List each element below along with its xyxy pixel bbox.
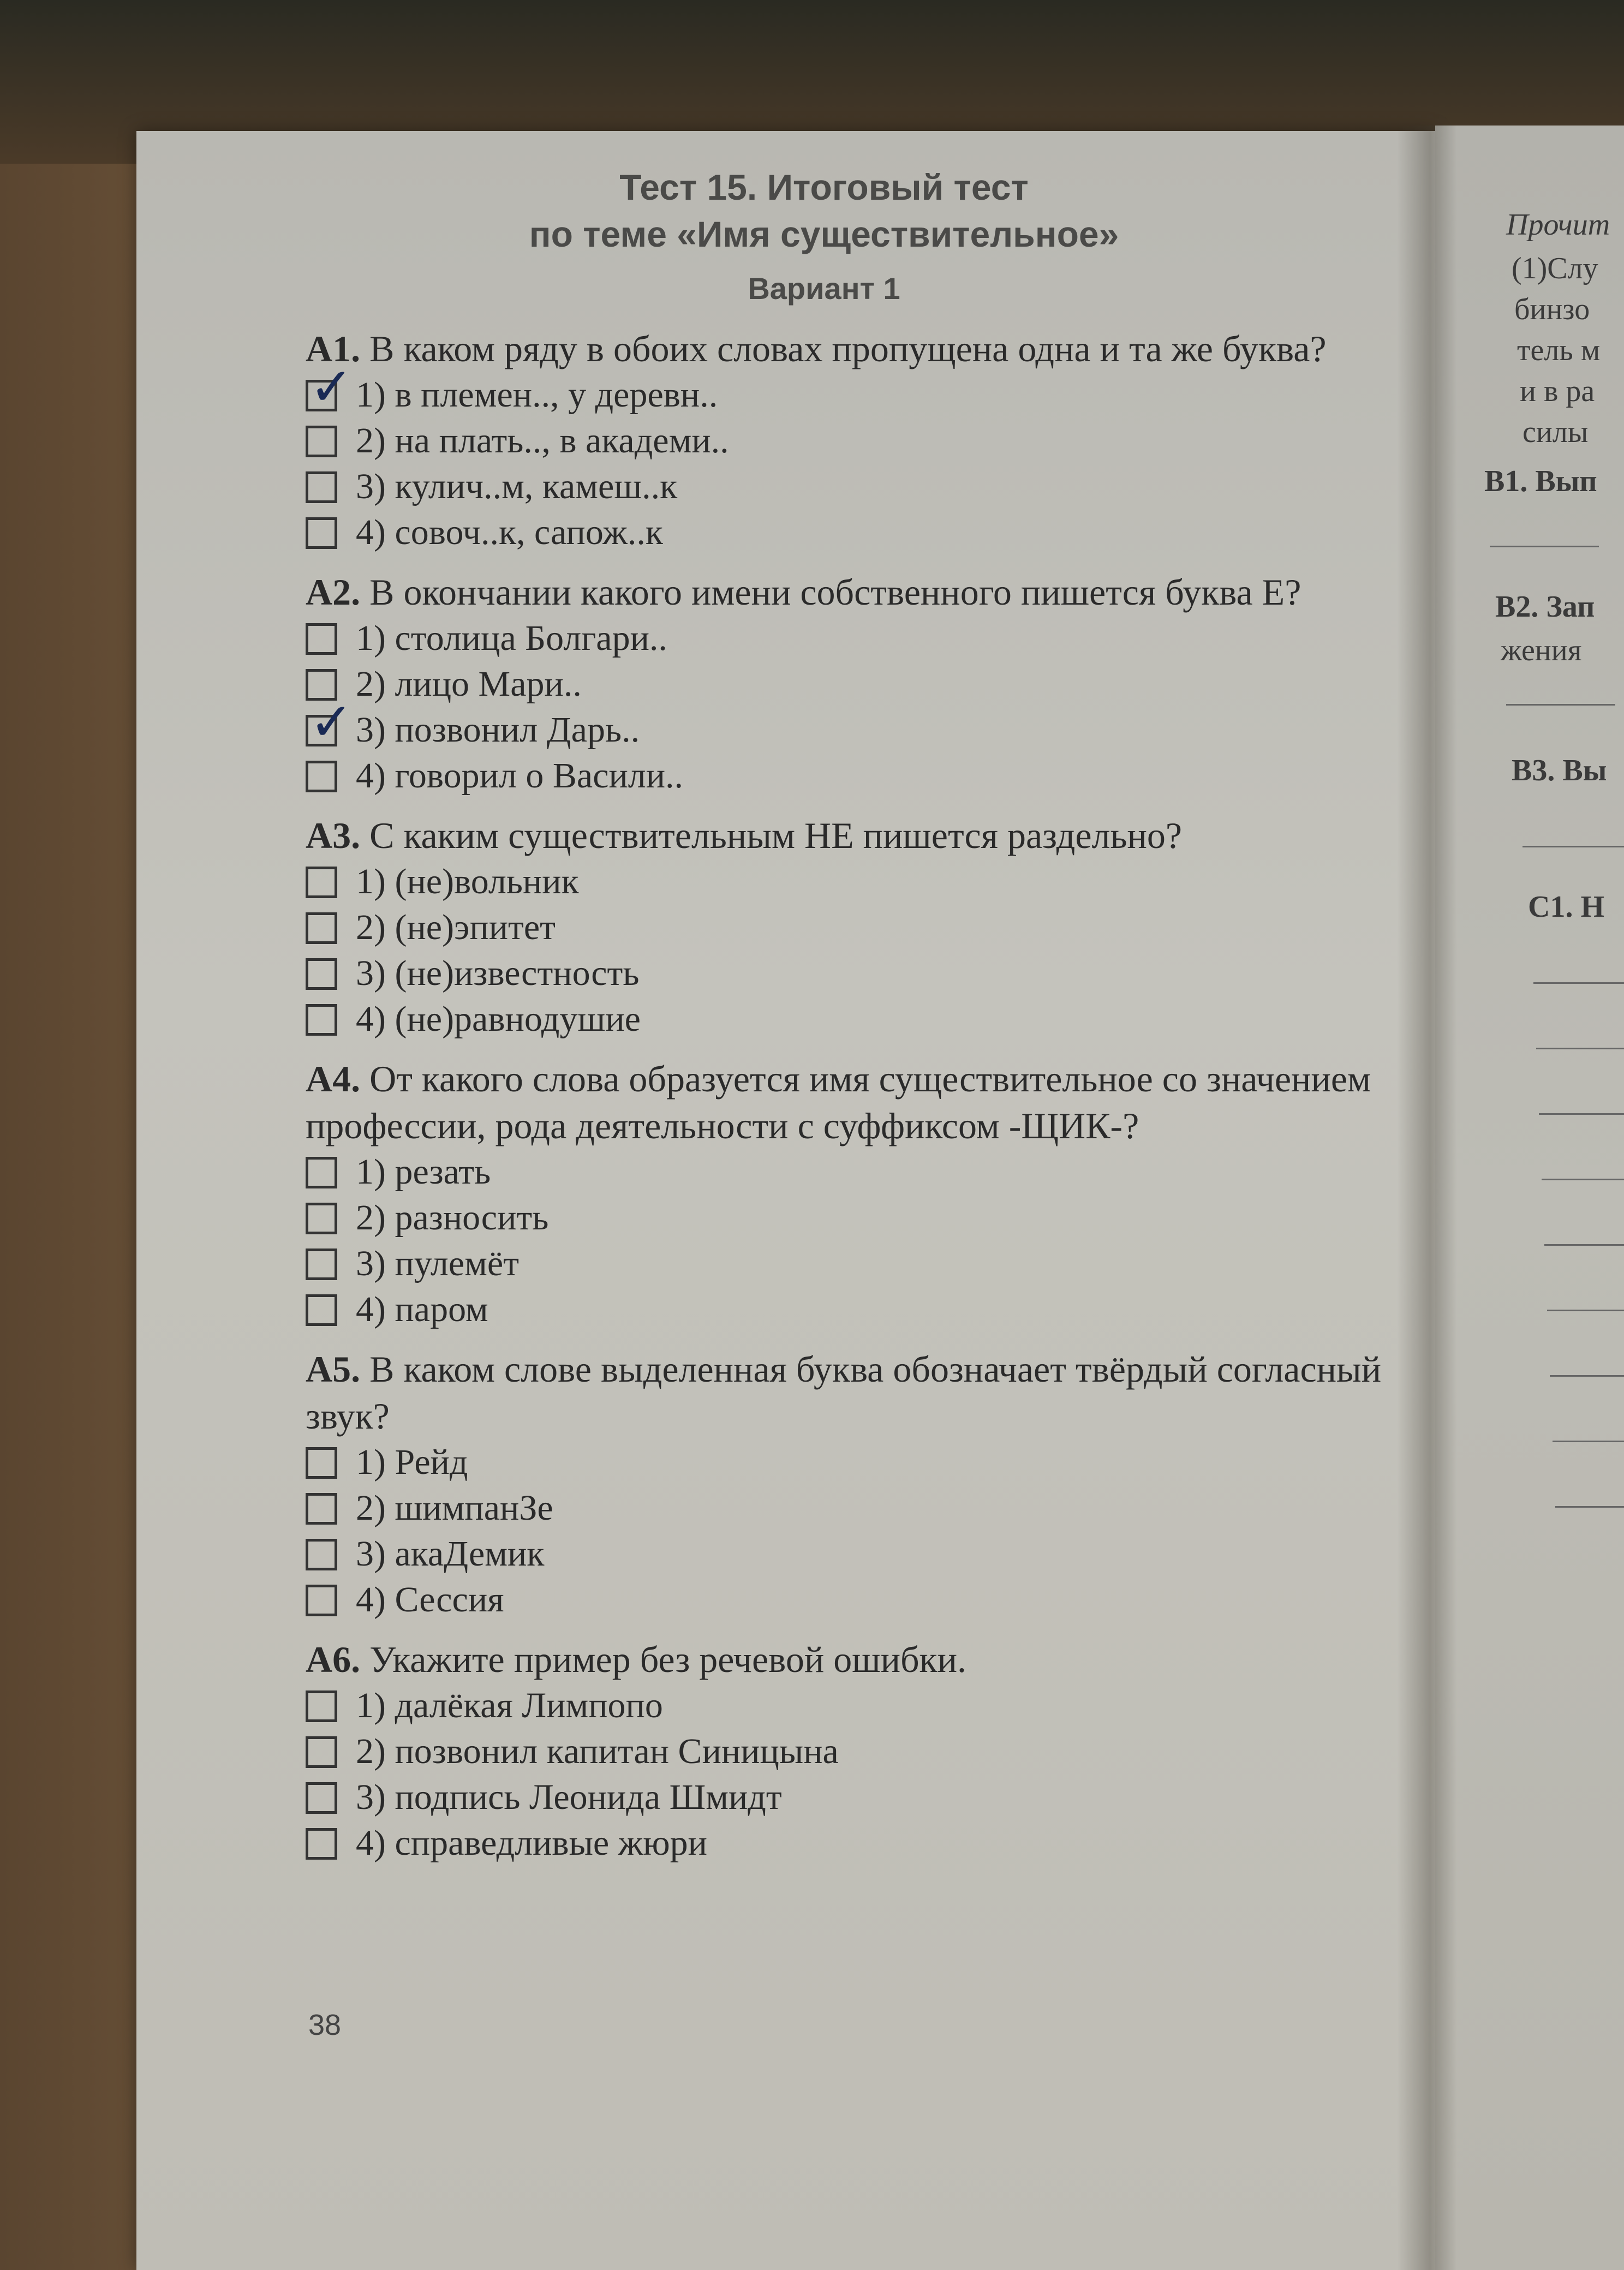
answer-checkbox[interactable] (306, 867, 337, 898)
question-text: В каком ряду в обоих словах пропущена одна и та же буква? (369, 328, 1327, 369)
answer-option (306, 1195, 1430, 1241)
answer-option-label: 1) далёкая Лимпопо (356, 1686, 663, 1725)
answer-option (306, 1729, 1430, 1775)
question-number: А4. (306, 1058, 361, 1100)
answer-option (306, 905, 1430, 951)
answer-option (306, 1683, 1430, 1729)
answer-checkbox[interactable] (306, 1736, 337, 1768)
right-rule-10 (1550, 1375, 1624, 1377)
question-text: Укажите пример без речевой ошибки. (369, 1639, 966, 1680)
question-5 (306, 1346, 1430, 1439)
answer-checkbox[interactable] (306, 1493, 337, 1525)
answer-checkbox[interactable] (306, 1828, 337, 1860)
answer-checkbox[interactable] (306, 517, 337, 549)
answer-checkbox[interactable] (306, 471, 337, 503)
answer-checkbox[interactable] (306, 623, 337, 655)
answer-option-label: 1) в племен.., у деревн.. (356, 375, 718, 415)
answer-option (306, 707, 1430, 753)
right-rule-7 (1542, 1179, 1624, 1180)
answer-option-label: 3) кулич..м, камеш..к (356, 467, 678, 506)
answer-option (306, 1775, 1430, 1820)
answer-option (306, 418, 1430, 464)
answer-option (306, 859, 1430, 905)
page-number: 38 (308, 2009, 342, 2041)
right-line-5: силы (1522, 415, 1589, 449)
question-number: А1. (306, 328, 361, 369)
answer-checkbox[interactable] (306, 761, 337, 792)
answer-option-label: 4) паром (356, 1289, 488, 1329)
answer-option-label: 2) лицо Мари.. (356, 664, 582, 704)
answer-checkbox[interactable] (306, 912, 337, 944)
question-number: А3. (306, 815, 361, 856)
right-line-0: Прочит (1506, 208, 1610, 242)
answer-option-label: 4) справедливые жюри (356, 1823, 707, 1863)
answer-option-label: 2) разносить (356, 1198, 549, 1238)
answer-option (306, 1577, 1430, 1623)
answer-option-label: 4) говорил о Васили.. (356, 756, 684, 796)
right-rule-1 (1490, 546, 1599, 547)
question-text: С каким существительным НЕ пишется раздельно? (369, 815, 1183, 856)
answer-option (306, 464, 1430, 510)
answer-checkbox[interactable] (306, 1294, 337, 1326)
question-text: От какого слова образуется имя существительное со значением профессии, рода деятельности с суффиксом -ЩИК-? (306, 1058, 1371, 1146)
question-text: В каком слове выделенная буква обозначает твёрдый согласный звук? (306, 1348, 1382, 1437)
right-rule-9 (1547, 1310, 1624, 1311)
right-line-1: (1)Слу (1512, 252, 1598, 285)
answer-option (306, 372, 1430, 418)
right-rule-4 (1533, 982, 1624, 984)
answer-option-label: 1) Рейд (356, 1442, 468, 1482)
right-line-10: С1. Н (1528, 890, 1604, 924)
answer-option-label: 3) (не)известность (356, 953, 640, 993)
answer-option-label: 1) столица Болгари.. (356, 618, 667, 658)
answer-checkbox[interactable] (306, 1004, 337, 1036)
right-rule-8 (1544, 1244, 1624, 1246)
right-rule-12 (1555, 1506, 1624, 1508)
answer-checkbox[interactable] (306, 1585, 337, 1616)
question-3 (306, 812, 1430, 859)
right-line-8: жения (1501, 634, 1582, 667)
answer-option (306, 951, 1430, 996)
right-page (1435, 126, 1624, 2270)
question-1 (306, 325, 1430, 372)
answer-checkbox[interactable] (306, 1690, 337, 1722)
right-line-2: бинзо (1514, 292, 1590, 326)
answer-checkbox[interactable] (306, 1203, 337, 1234)
answer-option-label: 4) совоч..к, сапож..к (356, 512, 663, 552)
answer-option (306, 1439, 1430, 1485)
question-6 (306, 1636, 1430, 1683)
right-line-9: В3. Вы (1512, 754, 1607, 787)
answer-checkbox-checked[interactable] (306, 715, 337, 746)
question-4 (306, 1055, 1430, 1149)
answer-checkbox[interactable] (306, 958, 337, 990)
title-line-1: Тест 15. Итоговый тест (619, 167, 1029, 207)
answer-option-label: 4) (не)равнодушие (356, 999, 641, 1039)
right-rule-3 (1522, 846, 1624, 847)
answer-checkbox[interactable] (306, 1157, 337, 1188)
title-line-2: по теме «Имя существительное» (529, 214, 1119, 254)
right-line-4: и в ра (1520, 374, 1595, 408)
question-text: В окончании какого имени собственного пишется буква Е? (369, 571, 1301, 613)
question-2 (306, 569, 1430, 616)
test-content (306, 164, 1430, 1866)
right-line-3: тель м (1517, 333, 1601, 367)
answer-option (306, 996, 1430, 1042)
answer-option-label: 2) позвонил капитан Синицына (356, 1731, 839, 1771)
answer-option (306, 616, 1430, 661)
answer-option-label: 1) (не)вольник (356, 862, 579, 901)
answer-option-label: 2) (не)эпитет (356, 907, 556, 947)
answer-option-label: 2) шимпанЗе (356, 1488, 553, 1528)
answer-checkbox[interactable] (306, 426, 337, 457)
question-number: А6. (306, 1639, 361, 1680)
answer-option-label: 3) позвонил Дарь.. (356, 710, 640, 750)
answer-option (306, 510, 1430, 555)
answer-option (306, 753, 1430, 799)
test-title (306, 164, 1342, 312)
answer-checkbox[interactable] (306, 1539, 337, 1570)
right-rule-2 (1506, 704, 1615, 706)
answer-checkbox-checked[interactable] (306, 380, 337, 411)
answer-option-label: 3) акаДемик (356, 1534, 545, 1574)
question-number: А2. (306, 571, 361, 613)
question-list (306, 325, 1430, 1866)
answer-option-label: 4) Сессия (356, 1580, 504, 1620)
right-rule-6 (1539, 1113, 1624, 1115)
answer-option (306, 1531, 1430, 1577)
answer-option-label: 2) на плать.., в академи.. (356, 421, 729, 461)
answer-option (306, 1287, 1430, 1333)
answer-option-label: 3) подпись Леонида Шмидт (356, 1777, 782, 1817)
answer-option (306, 661, 1430, 707)
answer-option (306, 1241, 1430, 1287)
answer-option-label: 1) резать (356, 1152, 491, 1192)
answer-checkbox[interactable] (306, 1248, 337, 1280)
answer-checkbox[interactable] (306, 1782, 337, 1814)
answer-option (306, 1149, 1430, 1195)
right-line-6: В1. Вып (1484, 464, 1597, 498)
answer-option-label: 3) пулемёт (356, 1244, 520, 1283)
right-rule-11 (1553, 1441, 1624, 1442)
answer-checkbox[interactable] (306, 1447, 337, 1479)
question-number: А5. (306, 1348, 361, 1390)
right-rule-5 (1536, 1048, 1624, 1049)
answer-option (306, 1485, 1430, 1531)
variant-label: Вариант 1 (748, 271, 900, 306)
answer-option (306, 1820, 1430, 1866)
right-line-7: В2. Зап (1495, 590, 1595, 624)
